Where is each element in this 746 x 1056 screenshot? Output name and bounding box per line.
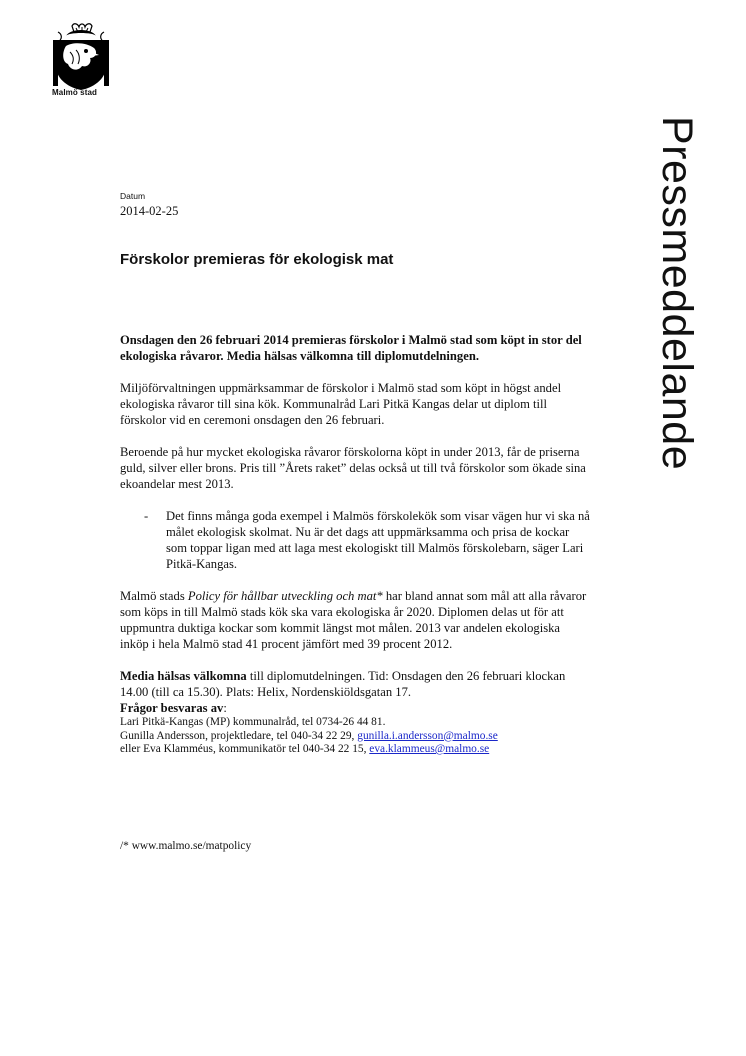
policy-title: Policy för hållbar utveckling och mat* xyxy=(187,589,383,603)
media-invitation-text: till diplomutdelningen. Tid: Onsdagen den 26 februari klockan 14.00 (till ca 15.30). Plats: Helix, Nordenskiöldsgatan 17. xyxy=(120,669,566,699)
paragraph-1: Miljöförvaltningen uppmärksammar de förskolor i Malmö stad som köpt in högst andel ekologiska råvaror till sina kök. Kommunalråd Lari Pitkä Kangas delar ut diplom till förskolor vid en ceremoni onsdagen den 26 februari. xyxy=(120,381,562,427)
page-title: Förskolor premieras för ekologisk mat xyxy=(120,251,394,268)
contact-line-3 xyxy=(120,743,590,757)
contact-line-1: Lari Pitkä-Kangas (MP) kommunalråd, tel 0734-26 44 81. xyxy=(120,716,386,728)
paragraph-2: Beroende på hur mycket ekologiska råvaror förskolorna köpt in under 2013, får de priserna guld, silver eller brons. Pris till ”Årets raket” delas också ut till två förskolor som ökade sina ekoandelar mest 2013. xyxy=(120,445,586,491)
lead-paragraph: Onsdagen den 26 februari 2014 premieras förskolor i Malmö stad som köpt in stor del ekologiska råvaror. Media hälsas välkomna till diplomutdelningen. xyxy=(120,333,582,363)
media-invitation-bold: Media hälsas välkomna xyxy=(120,669,247,683)
email-link-eva[interactable]: eva.klammeus@malmo.se xyxy=(369,743,490,755)
document-type-vertical xyxy=(653,116,701,556)
contacts-block xyxy=(120,700,590,757)
malmo-stad-logo xyxy=(52,22,110,98)
contacts-heading xyxy=(120,700,590,716)
date-value: 2014-02-25 xyxy=(120,204,179,218)
contact-line-3-text: eller Eva Klamméus, kommunikatör tel 040-34 22 15, xyxy=(120,743,370,755)
date-label: Datum xyxy=(120,191,146,201)
media-invitation xyxy=(120,668,590,700)
paragraph-3-start: Malmö stads xyxy=(120,589,188,603)
griffin-crest-icon xyxy=(52,22,110,92)
email-link-gunilla[interactable]: gunilla.i.andersson@malmo.se xyxy=(357,729,498,742)
contact-line-2-text: Gunilla Andersson, projektledare, tel 040-34 22 29, xyxy=(120,729,358,742)
logo-text: Malmö stad xyxy=(52,88,98,97)
quote-item xyxy=(120,508,590,572)
contacts-heading-colon: : xyxy=(223,701,227,715)
paragraph-3 xyxy=(120,588,590,652)
bullet-dash: - xyxy=(144,509,149,523)
document-type-label: Pressmeddelande xyxy=(653,116,701,471)
press-release-body xyxy=(120,332,590,757)
quote-text: Det finns många goda exempel i Malmös förskolekök som visar vägen hur vi ska nå målet ekologisk skolmat. Nu är det dags att uppmärksamma och prisa de kockar som toppar ligan med att laga mest ekologiskt till Malmös förskolebarn, säger Lari Pitkä-Kangas. xyxy=(166,509,590,571)
footnote: /* www.malmo.se/matpolicy xyxy=(120,840,252,852)
paragraph-3-end: har bland annat som mål att alla råvaror som köps in till Malmö stads kök ska vara ekologiska år 2020. Diplomen delas ut för att uppmuntra duktiga kockar som kommit längst mot målen. 2013 var andelen ekologiska inköp i hela Malmö stad 41 procent jämfört med 39 procent 2012. xyxy=(120,589,587,651)
contact-line-2 xyxy=(120,730,590,744)
contacts-heading-text: Frågor besvaras av xyxy=(120,701,224,715)
